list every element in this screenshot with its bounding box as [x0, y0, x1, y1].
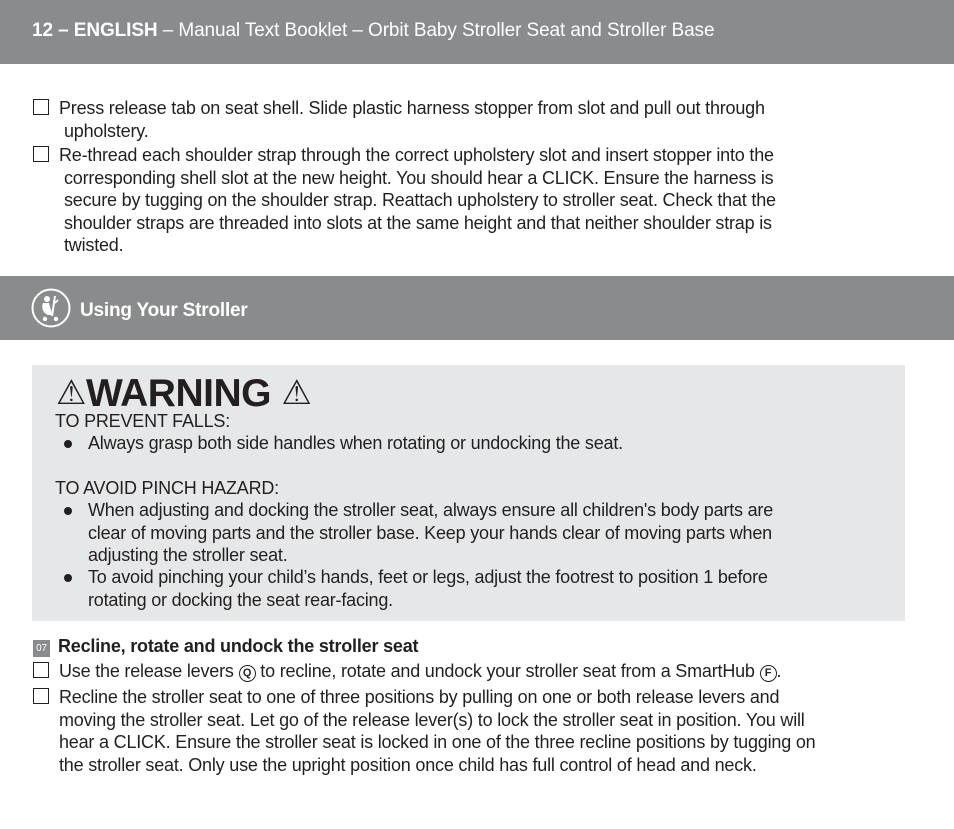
text-line: clear of moving parts and the stroller base. Keep your hands clear of moving parts when [88, 522, 772, 543]
text-line: secure by tugging on the shoulder strap. Reattach upholstery to stroller seat. Check that the [64, 190, 776, 210]
header-text [32, 20, 714, 42]
manual-title: – Manual Text Booklet – Orbit Baby Stroller Seat and Stroller Base [157, 20, 715, 41]
bullet-dot [64, 440, 72, 448]
checklist-item [33, 144, 913, 257]
pinch-heading: TO AVOID PINCH HAZARD: [55, 478, 279, 498]
warning-triangle-icon: ⚠ [56, 374, 86, 412]
bullet-item [64, 566, 768, 611]
text-line: rotating or docking the seat rear-facing. [88, 589, 393, 610]
bullet-item [64, 499, 773, 567]
text-line: Always grasp both side handles when rotating or undocking the seat. [88, 433, 623, 453]
text-line: adjusting the stroller seat. [88, 545, 288, 565]
checkbox[interactable] [33, 99, 49, 115]
stroller-icon [31, 288, 71, 328]
step-number-badge: 07 [33, 640, 50, 657]
checklist-item [33, 660, 913, 683]
text-line: the stroller seat. Only use the upright position once child has full control of head and neck. [59, 754, 757, 775]
checkbox[interactable] [33, 146, 49, 162]
text-line: When adjusting and docking the stroller seat, always ensure all children's body parts are [88, 500, 774, 520]
callout-q-icon: Q [239, 665, 256, 682]
checklist-item [33, 686, 913, 776]
callout-f-icon: F [760, 665, 777, 682]
text-line: upholstery. [64, 120, 149, 141]
page-label: 12 – ENGLISH [32, 20, 158, 41]
text-line: corresponding shell slot at the new height. You should hear a CLICK. Ensure the harness is [64, 167, 774, 188]
checkbox[interactable] [33, 662, 49, 678]
text-line: moving the stroller seat. Let go of the release lever(s) to lock the stroller seat in position. You will [59, 709, 805, 730]
text-line: shoulder straps are threaded into slots at the same height and that neither shoulder strap is [64, 212, 772, 233]
warning-triangle-icon: ⚠ [281, 374, 312, 412]
bullet-dot [64, 507, 72, 515]
text-line: hear a CLICK. Ensure the stroller seat is locked in one of the three recline positions by tugging on [59, 732, 816, 752]
section-header [0, 276, 954, 340]
bullet-item [64, 432, 623, 455]
page-header [0, 0, 954, 64]
warning-label: WARNING [85, 372, 271, 415]
text-line: Re-thread each shoulder strap through the correct upholstery slot and insert stopper into the [59, 145, 774, 165]
text-line: twisted. [64, 235, 124, 255]
text-line: Recline the stroller seat to one of three positions by pulling on one or both release levers and [59, 687, 780, 707]
text-segment: . [776, 661, 782, 681]
falls-heading: TO PREVENT FALLS: [55, 411, 231, 431]
warning-box [32, 365, 905, 621]
section-title: Using Your Stroller [80, 300, 248, 321]
step-heading [33, 636, 418, 657]
text-segment: Use the release levers [59, 661, 239, 681]
step-title: Recline, rotate and undock the stroller seat [58, 636, 419, 656]
checkbox[interactable] [33, 688, 49, 704]
text-segment: to recline, rotate and undock your stroller seat from a SmartHub [255, 661, 760, 681]
bullet-dot [64, 574, 72, 582]
text-line: To avoid pinching your child’s hands, feet or legs, adjust the footrest to position 1 before [88, 567, 768, 587]
checklist-item [33, 97, 913, 142]
text-line: Press release tab on seat shell. Slide plastic harness stopper from slot and pull out through [59, 98, 765, 118]
text-line [59, 660, 913, 683]
